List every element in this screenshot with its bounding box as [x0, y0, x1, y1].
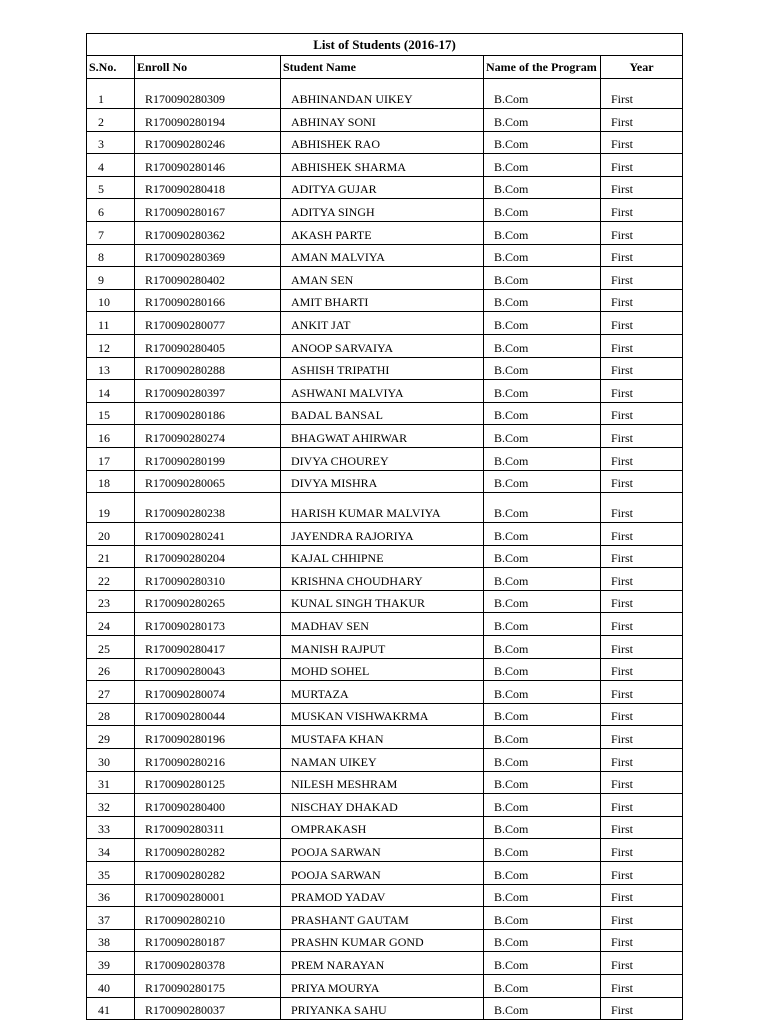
cell-student-name: ABHISHEK RAO [281, 131, 484, 154]
cell-year: First [601, 568, 683, 591]
cell-program: B.Com [484, 199, 601, 222]
header-row [87, 56, 683, 79]
cell-year: First [601, 109, 683, 132]
cell-program: B.Com [484, 816, 601, 839]
cell-sno: 40 [87, 974, 135, 997]
cell-program: B.Com [484, 590, 601, 613]
table-row [87, 402, 683, 425]
cell-sno: 38 [87, 929, 135, 952]
cell-enroll-no: R170090280043 [135, 658, 281, 681]
cell-enroll-no: R170090280204 [135, 545, 281, 568]
cell-enroll-no: R170090280044 [135, 703, 281, 726]
cell-enroll-no: R170090280311 [135, 816, 281, 839]
cell-year: First [601, 380, 683, 403]
cell-program: B.Com [484, 568, 601, 591]
cell-program: B.Com [484, 470, 601, 493]
cell-program: B.Com [484, 794, 601, 817]
table-row [87, 221, 683, 244]
table-body [87, 79, 683, 1020]
cell-student-name: MANISH RAJPUT [281, 636, 484, 659]
cell-year: First [601, 907, 683, 930]
cell-enroll-no: R170090280125 [135, 771, 281, 794]
cell-student-name: AMIT BHARTI [281, 289, 484, 312]
cell-enroll-no: R170090280274 [135, 425, 281, 448]
table-row [87, 79, 683, 109]
cell-sno: 13 [87, 357, 135, 380]
table-row [87, 447, 683, 470]
cell-enroll-no: R170090280216 [135, 749, 281, 772]
cell-student-name: PRASHN KUMAR GOND [281, 929, 484, 952]
cell-program: B.Com [484, 267, 601, 290]
cell-year: First [601, 862, 683, 885]
table-row [87, 199, 683, 222]
cell-year: First [601, 131, 683, 154]
cell-program: B.Com [484, 425, 601, 448]
cell-year: First [601, 267, 683, 290]
cell-enroll-no: R170090280077 [135, 312, 281, 335]
table-row [87, 380, 683, 403]
cell-program: B.Com [484, 726, 601, 749]
cell-student-name: AMAN MALVIYA [281, 244, 484, 267]
cell-program: B.Com [484, 952, 601, 975]
cell-enroll-no: R170090280265 [135, 590, 281, 613]
cell-student-name: PRIYA MOURYA [281, 974, 484, 997]
cell-sno: 39 [87, 952, 135, 975]
cell-enroll-no: R170090280167 [135, 199, 281, 222]
table-row [87, 974, 683, 997]
cell-student-name: KUNAL SINGH THAKUR [281, 590, 484, 613]
cell-student-name: KRISHNA CHOUDHARY [281, 568, 484, 591]
table-title: List of Students (2016-17) [87, 34, 683, 56]
cell-year: First [601, 658, 683, 681]
cell-student-name: NISCHAY DHAKAD [281, 794, 484, 817]
cell-year: First [601, 523, 683, 546]
cell-enroll-no: R170090280001 [135, 884, 281, 907]
cell-sno: 34 [87, 839, 135, 862]
cell-enroll-no: R170090280282 [135, 862, 281, 885]
cell-program: B.Com [484, 334, 601, 357]
cell-year: First [601, 199, 683, 222]
table-row [87, 907, 683, 930]
table-row [87, 470, 683, 493]
table-row [87, 726, 683, 749]
cell-student-name: PRASHANT GAUTAM [281, 907, 484, 930]
cell-sno: 2 [87, 109, 135, 132]
cell-sno: 23 [87, 590, 135, 613]
cell-year: First [601, 357, 683, 380]
table-row [87, 244, 683, 267]
table-row [87, 357, 683, 380]
cell-student-name: PRIYANKA SAHU [281, 997, 484, 1020]
cell-student-name: ABHISHEK SHARMA [281, 154, 484, 177]
cell-student-name: ABHINAY SONI [281, 109, 484, 132]
cell-year: First [601, 816, 683, 839]
cell-program: B.Com [484, 681, 601, 704]
cell-sno: 10 [87, 289, 135, 312]
cell-sno: 29 [87, 726, 135, 749]
cell-sno: 27 [87, 681, 135, 704]
cell-enroll-no: R170090280310 [135, 568, 281, 591]
cell-program: B.Com [484, 839, 601, 862]
table-row [87, 771, 683, 794]
cell-program: B.Com [484, 545, 601, 568]
cell-program: B.Com [484, 613, 601, 636]
cell-sno: 25 [87, 636, 135, 659]
cell-program: B.Com [484, 884, 601, 907]
cell-program: B.Com [484, 929, 601, 952]
cell-enroll-no: R170090280065 [135, 470, 281, 493]
cell-student-name: POOJA SARWAN [281, 862, 484, 885]
cell-student-name: ASHISH TRIPATHI [281, 357, 484, 380]
cell-enroll-no: R170090280417 [135, 636, 281, 659]
cell-enroll-no: R170090280238 [135, 493, 281, 523]
table-row [87, 312, 683, 335]
cell-year: First [601, 884, 683, 907]
cell-enroll-no: R170090280241 [135, 523, 281, 546]
cell-year: First [601, 176, 683, 199]
cell-year: First [601, 794, 683, 817]
cell-sno: 15 [87, 402, 135, 425]
table-row [87, 523, 683, 546]
cell-sno: 20 [87, 523, 135, 546]
cell-year: First [601, 952, 683, 975]
cell-student-name: MUSTAFA KHAN [281, 726, 484, 749]
cell-sno: 31 [87, 771, 135, 794]
cell-year: First [601, 636, 683, 659]
cell-year: First [601, 334, 683, 357]
cell-program: B.Com [484, 402, 601, 425]
table-row [87, 884, 683, 907]
cell-sno: 11 [87, 312, 135, 335]
cell-enroll-no: R170090280210 [135, 907, 281, 930]
table-row [87, 131, 683, 154]
cell-year: First [601, 771, 683, 794]
cell-enroll-no: R170090280166 [135, 289, 281, 312]
cell-enroll-no: R170090280175 [135, 974, 281, 997]
cell-sno: 1 [87, 79, 135, 109]
cell-program: B.Com [484, 447, 601, 470]
table-row [87, 568, 683, 591]
cell-program: B.Com [484, 771, 601, 794]
table-row [87, 816, 683, 839]
cell-program: B.Com [484, 154, 601, 177]
cell-sno: 4 [87, 154, 135, 177]
cell-student-name: ANOOP SARVAIYA [281, 334, 484, 357]
cell-sno: 30 [87, 749, 135, 772]
cell-enroll-no: R170090280397 [135, 380, 281, 403]
cell-program: B.Com [484, 749, 601, 772]
cell-student-name: POOJA SARWAN [281, 839, 484, 862]
cell-sno: 22 [87, 568, 135, 591]
cell-student-name: HARISH KUMAR MALVIYA [281, 493, 484, 523]
cell-student-name: DIVYA CHOUREY [281, 447, 484, 470]
header-enroll-no: Enroll No [135, 56, 281, 79]
cell-program: B.Com [484, 131, 601, 154]
cell-sno: 26 [87, 658, 135, 681]
cell-year: First [601, 289, 683, 312]
cell-student-name: AMAN SEN [281, 267, 484, 290]
title-row [87, 34, 683, 56]
cell-year: First [601, 613, 683, 636]
table-row [87, 703, 683, 726]
table-row [87, 545, 683, 568]
cell-year: First [601, 997, 683, 1020]
cell-year: First [601, 590, 683, 613]
table-row [87, 839, 683, 862]
table-row [87, 334, 683, 357]
cell-program: B.Com [484, 176, 601, 199]
cell-student-name: MOHD SOHEL [281, 658, 484, 681]
cell-student-name: NILESH MESHRAM [281, 771, 484, 794]
cell-sno: 32 [87, 794, 135, 817]
table-row [87, 109, 683, 132]
cell-enroll-no: R170090280199 [135, 447, 281, 470]
cell-student-name: JAYENDRA RAJORIYA [281, 523, 484, 546]
cell-year: First [601, 221, 683, 244]
cell-year: First [601, 681, 683, 704]
cell-student-name: AKASH PARTE [281, 221, 484, 244]
cell-enroll-no: R170090280173 [135, 613, 281, 636]
students-table [86, 33, 683, 1020]
cell-student-name: MURTAZA [281, 681, 484, 704]
cell-program: B.Com [484, 79, 601, 109]
cell-student-name: KAJAL CHHIPNE [281, 545, 484, 568]
cell-student-name: ASHWANI MALVIYA [281, 380, 484, 403]
cell-enroll-no: R170090280186 [135, 402, 281, 425]
cell-year: First [601, 726, 683, 749]
header-student-name: Student Name [281, 56, 484, 79]
cell-program: B.Com [484, 380, 601, 403]
cell-sno: 5 [87, 176, 135, 199]
table-row [87, 681, 683, 704]
cell-year: First [601, 244, 683, 267]
cell-enroll-no: R170090280362 [135, 221, 281, 244]
cell-sno: 7 [87, 221, 135, 244]
table-row [87, 749, 683, 772]
cell-year: First [601, 929, 683, 952]
cell-program: B.Com [484, 907, 601, 930]
cell-program: B.Com [484, 357, 601, 380]
cell-year: First [601, 402, 683, 425]
cell-year: First [601, 425, 683, 448]
cell-program: B.Com [484, 289, 601, 312]
cell-year: First [601, 749, 683, 772]
cell-year: First [601, 974, 683, 997]
table-row [87, 289, 683, 312]
cell-year: First [601, 545, 683, 568]
cell-sno: 14 [87, 380, 135, 403]
cell-student-name: PREM NARAYAN [281, 952, 484, 975]
cell-program: B.Com [484, 493, 601, 523]
cell-year: First [601, 79, 683, 109]
cell-student-name: MUSKAN VISHWAKRMA [281, 703, 484, 726]
cell-student-name: ADITYA SINGH [281, 199, 484, 222]
table-row [87, 176, 683, 199]
cell-program: B.Com [484, 244, 601, 267]
header-sno: S.No. [87, 56, 135, 79]
cell-sno: 41 [87, 997, 135, 1020]
table-row [87, 154, 683, 177]
cell-enroll-no: R170090280309 [135, 79, 281, 109]
cell-program: B.Com [484, 221, 601, 244]
cell-sno: 6 [87, 199, 135, 222]
cell-enroll-no: R170090280187 [135, 929, 281, 952]
table-row [87, 794, 683, 817]
table-row [87, 267, 683, 290]
cell-sno: 24 [87, 613, 135, 636]
cell-program: B.Com [484, 109, 601, 132]
cell-sno: 33 [87, 816, 135, 839]
cell-enroll-no: R170090280400 [135, 794, 281, 817]
cell-sno: 12 [87, 334, 135, 357]
cell-enroll-no: R170090280288 [135, 357, 281, 380]
cell-year: First [601, 470, 683, 493]
table-row [87, 636, 683, 659]
cell-enroll-no: R170090280037 [135, 997, 281, 1020]
cell-sno: 18 [87, 470, 135, 493]
table-row [87, 952, 683, 975]
cell-student-name: BHAGWAT AHIRWAR [281, 425, 484, 448]
cell-student-name: BADAL BANSAL [281, 402, 484, 425]
cell-sno: 16 [87, 425, 135, 448]
cell-sno: 3 [87, 131, 135, 154]
table-row [87, 590, 683, 613]
cell-program: B.Com [484, 312, 601, 335]
cell-program: B.Com [484, 997, 601, 1020]
cell-enroll-no: R170090280194 [135, 109, 281, 132]
cell-enroll-no: R170090280246 [135, 131, 281, 154]
table-row [87, 862, 683, 885]
cell-year: First [601, 703, 683, 726]
cell-program: B.Com [484, 523, 601, 546]
cell-student-name: ANKIT JAT [281, 312, 484, 335]
table-row [87, 929, 683, 952]
table-row [87, 493, 683, 523]
cell-program: B.Com [484, 703, 601, 726]
cell-program: B.Com [484, 636, 601, 659]
header-program: Name of the Program [484, 56, 601, 79]
cell-enroll-no: R170090280146 [135, 154, 281, 177]
cell-student-name: MADHAV SEN [281, 613, 484, 636]
cell-student-name: PRAMOD YADAV [281, 884, 484, 907]
cell-year: First [601, 312, 683, 335]
cell-student-name: DIVYA MISHRA [281, 470, 484, 493]
cell-year: First [601, 493, 683, 523]
cell-enroll-no: R170090280196 [135, 726, 281, 749]
cell-year: First [601, 154, 683, 177]
cell-student-name: OMPRAKASH [281, 816, 484, 839]
cell-enroll-no: R170090280402 [135, 267, 281, 290]
cell-year: First [601, 839, 683, 862]
cell-sno: 35 [87, 862, 135, 885]
cell-sno: 17 [87, 447, 135, 470]
cell-enroll-no: R170090280369 [135, 244, 281, 267]
cell-program: B.Com [484, 862, 601, 885]
cell-enroll-no: R170090280405 [135, 334, 281, 357]
cell-student-name: ABHINANDAN UIKEY [281, 79, 484, 109]
cell-enroll-no: R170090280074 [135, 681, 281, 704]
cell-sno: 9 [87, 267, 135, 290]
table-row [87, 997, 683, 1020]
cell-enroll-no: R170090280282 [135, 839, 281, 862]
cell-program: B.Com [484, 974, 601, 997]
cell-year: First [601, 447, 683, 470]
table-row [87, 613, 683, 636]
cell-student-name: NAMAN UIKEY [281, 749, 484, 772]
cell-sno: 8 [87, 244, 135, 267]
cell-sno: 21 [87, 545, 135, 568]
cell-sno: 36 [87, 884, 135, 907]
cell-enroll-no: R170090280378 [135, 952, 281, 975]
table-row [87, 658, 683, 681]
table-row [87, 425, 683, 448]
cell-program: B.Com [484, 658, 601, 681]
cell-sno: 19 [87, 493, 135, 523]
cell-sno: 28 [87, 703, 135, 726]
cell-student-name: ADITYA GUJAR [281, 176, 484, 199]
header-year: Year [601, 56, 683, 79]
cell-enroll-no: R170090280418 [135, 176, 281, 199]
cell-sno: 37 [87, 907, 135, 930]
